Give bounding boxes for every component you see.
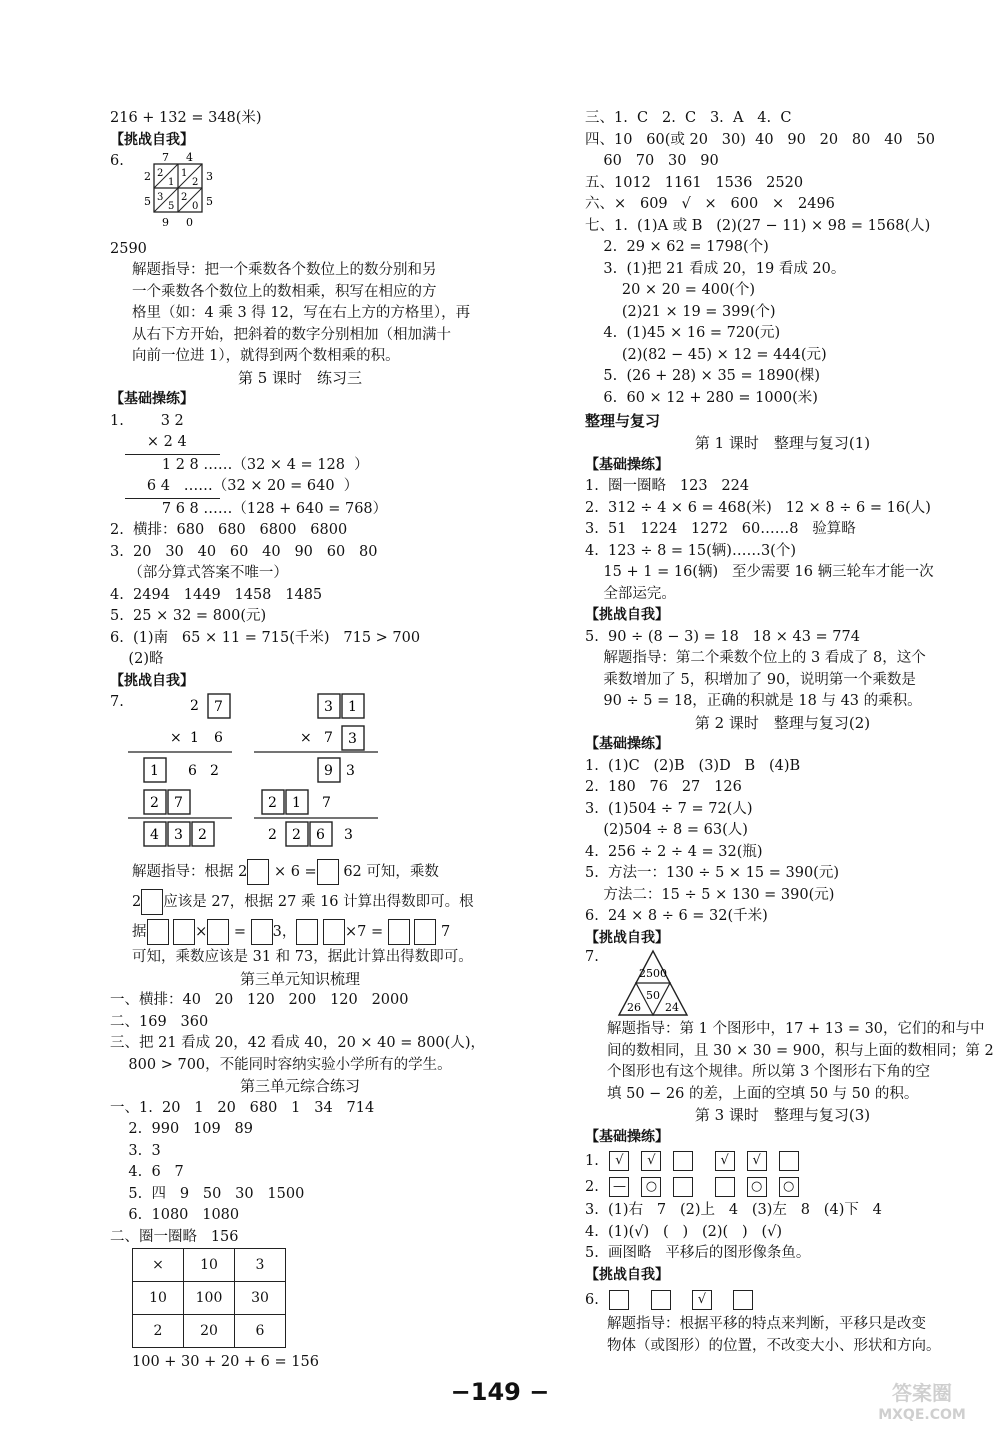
text-line: 3. (1)504 ÷ 7 = 72(人) (585, 800, 753, 817)
box-multiplication (110, 692, 490, 857)
svg-text:3: 3 (157, 191, 164, 203)
text-line: 7 6 8 ……（128 + 640 = 768） (125, 498, 220, 521)
text-line: 6. 24 × 8 ÷ 6 = 32(千米) (585, 908, 768, 924)
text-line: 1. (1)C (2)B (3)D B (4)B (585, 757, 801, 774)
svg-text:6: 6 (188, 763, 197, 779)
lattice-diagram (110, 150, 490, 259)
hint-line: 从右下方开始，把斜着的数字分别相加（相加满十 (132, 326, 451, 343)
text-line: (2)504 ÷ 8 = 63(人) (585, 822, 748, 838)
svg-text:2: 2 (192, 176, 199, 188)
text-line: 1. 3 2 (110, 412, 184, 429)
question-number: 7. (585, 949, 599, 965)
unit-heading: 第三单元知识梳理 (239, 969, 360, 988)
svg-text:6: 6 (316, 827, 325, 843)
svg-text:2: 2 (210, 763, 219, 779)
svg-text:×: × (300, 730, 312, 746)
text-line: 3. (1)右 7 (2)上 4 (3)左 8 (4)下 4 (585, 1202, 882, 1218)
unit-heading: 第三单元综合练习 (239, 1077, 360, 1095)
text-line: 6 4 ……（32 × 20 = 640 ） (110, 478, 359, 494)
hint-line: 可知，乘数应该是 31 和 73，据此计算出得数即可。 (132, 949, 473, 965)
text-line: 6. 60 × 12 + 280 = 1000(米) (585, 389, 818, 406)
svg-text:3: 3 (174, 827, 183, 843)
svg-text:7: 7 (214, 699, 223, 715)
svg-text:2: 2 (268, 827, 277, 843)
section-label: 【基础操练】 (110, 391, 194, 407)
svg-text:9: 9 (324, 763, 333, 779)
hint-line: 解题指导：根据 2 × 6 = 62 可知，乘数 (132, 857, 490, 887)
svg-text:1: 1 (292, 795, 301, 811)
lesson-heading: 第 1 课时 整理与复习(1) (694, 434, 871, 452)
checkbox-row: 2. — ○ ○ ○ (585, 1174, 980, 1200)
text-line: 3. 20 30 40 60 40 90 60 80 (110, 543, 378, 560)
svg-text:1: 1 (168, 176, 175, 188)
svg-text:2: 2 (150, 795, 159, 811)
text-line: 二、圈一圈略 156 (110, 1228, 239, 1245)
text-line: 4. 256 ÷ 2 ÷ 4 = 32(瓶) (585, 843, 763, 860)
svg-text:3: 3 (344, 827, 353, 843)
hint-line: 据 × = 3， ×7 = 7 (132, 917, 490, 947)
svg-text:4: 4 (150, 827, 159, 843)
text-line: 4. 2494 1449 1458 1485 (110, 586, 323, 603)
hint-line: 2 应该是 27，根据 27 乘 16 计算出得数即可。根 (132, 887, 490, 917)
text-line: 5. (26 + 28) × 35 = 1890(棵) (585, 368, 820, 384)
section-label: 【挑战自我】 (585, 1266, 669, 1283)
section-label: 【挑战自我】 (585, 929, 669, 946)
svg-text:1: 1 (150, 763, 159, 779)
svg-text:2: 2 (198, 827, 207, 843)
text-line: 2. 29 × 62 = 1798(个) (585, 239, 769, 255)
text-line: 1. 圈一圈略 123 224 (585, 478, 750, 494)
hint-line: 解题指导：根据平移的特点来判断，平移只是改变 (607, 1316, 926, 1332)
svg-text:2: 2 (268, 795, 277, 811)
triangle-right: 24 (665, 1001, 679, 1014)
question-number: 6. (110, 153, 124, 169)
text-line: 五、1012 1161 1536 2520 (585, 174, 804, 191)
text-line: (2)21 × 19 = 399(个) (585, 303, 776, 320)
svg-text:2: 2 (292, 827, 301, 843)
checkbox-row: 1. √ √ √ √ (585, 1148, 980, 1174)
hint-line: 填 50 − 26 的差，上面的空填 50 与 50 的积。 (607, 1085, 919, 1102)
hint-line: 个图形也有这个规律。所以第 3 个图形右下角的空 (607, 1064, 930, 1080)
triangle-top: 2500 (639, 967, 667, 980)
lesson-heading: 第 2 课时 整理与复习(2) (694, 713, 871, 732)
triangle-figure (585, 949, 980, 1019)
text-line: 2. 990 109 89 (110, 1121, 253, 1137)
triangle-mid: 50 (646, 989, 660, 1002)
table-cell: 20 (184, 1315, 235, 1348)
svg-text:0: 0 (186, 215, 193, 229)
svg-text:6: 6 (214, 730, 223, 746)
hint-line: 格里（如：4 乘 3 得 12，写在右上方的方格里），再 (132, 305, 471, 321)
left-column (110, 108, 490, 1374)
text-line: 三、1. C 2. C 3. A 4. C (585, 110, 792, 126)
lattice-svg (126, 151, 226, 237)
text-line: 4. (1)45 × 16 = 720(元) (585, 325, 781, 341)
text-line: 解题指导：第二个乘数个位上的 3 看成了 8，这个 (585, 650, 926, 666)
svg-text:1: 1 (190, 730, 199, 746)
text-line: 6. 1080 1080 (110, 1207, 240, 1223)
chapter-heading: 整理与复习 (585, 412, 661, 430)
text-line: 100 + 30 + 20 + 6 = 156 (132, 1354, 319, 1370)
text-line: 二、169 360 (110, 1013, 209, 1030)
text-line: 六、× 609 √ × 600 × 2496 (585, 196, 835, 212)
section-label: 【基础操练】 (585, 1128, 669, 1145)
text-line: 一、横排：40 20 120 200 120 2000 (110, 992, 409, 1008)
svg-text:2: 2 (181, 191, 188, 203)
triangle-svg (615, 949, 695, 1019)
watermark: 答案圈 MXQE.COM (878, 1381, 966, 1423)
question-number: 7. (110, 694, 124, 710)
text-line: 2. 312 ÷ 4 × 6 = 468(米) 12 × 8 ÷ 6 = 16(人) (585, 499, 931, 516)
triangle-left: 26 (627, 1001, 641, 1014)
table-cell: 10 (133, 1282, 184, 1315)
svg-text:1: 1 (348, 699, 357, 715)
svg-text:7: 7 (174, 795, 183, 811)
hint-line: 间的数相同，且 30 × 30 = 900，积与上面的数相同；第 2 (607, 1042, 994, 1059)
page-number: −149 − (450, 1378, 550, 1406)
multiplication-svg (128, 692, 388, 857)
svg-text:2: 2 (144, 169, 151, 183)
svg-text:3: 3 (324, 699, 333, 715)
hint-line: 解题指导：把一个乘数各个数位上的数分别和另 (132, 262, 437, 278)
text-line: 15 + 1 = 16(辆) 至少需要 16 辆三轮车才能一次 (585, 564, 934, 580)
text-line: 6. (1)南 65 × 11 = 715(千米) 715 > 700 (110, 629, 421, 646)
text-line: 3. (1)把 21 看成 20，19 看成 20。 (585, 260, 846, 277)
svg-text:7: 7 (322, 795, 331, 811)
text-line: 5. 四 9 50 30 1500 (110, 1185, 305, 1202)
text-line: 90 ÷ 5 = 18，正确的积就是 18 与 43 的乘积。 (585, 693, 922, 709)
svg-text:3: 3 (348, 731, 357, 747)
section-label: 【挑战自我】 (585, 607, 669, 623)
svg-text:5: 5 (168, 200, 175, 212)
table-cell: 30 (235, 1282, 286, 1315)
svg-text:3: 3 (346, 763, 355, 779)
svg-text:2: 2 (157, 167, 164, 179)
table-cell: 10 (184, 1249, 235, 1282)
svg-text:2: 2 (190, 698, 199, 714)
text-line: 216 + 132 = 348(米) (110, 110, 262, 126)
hint-line: 解题指导：第 1 个图形中，17 + 13 = 30，它们的和与中 (607, 1021, 985, 1037)
svg-text:9: 9 (162, 215, 169, 229)
text-line: 20 × 20 = 400(个) (585, 282, 755, 298)
svg-text:×: × (170, 730, 182, 746)
section-label: 【挑战自我】 (110, 131, 194, 148)
text-line: 800 > 700，不能同时容纳实验小学所有的学生。 (110, 1056, 452, 1073)
text-line: 四、10 60(或 20 30) 40 90 20 80 40 50 (585, 131, 935, 148)
text-line: 2. 横排：680 680 6800 6800 (110, 522, 348, 538)
hint-line: 一个乘数各个数位上的数相乘，积写在相应的方 (132, 283, 437, 300)
section-label: 【基础操练】 (585, 736, 669, 752)
text-line: 4. (1)(√) ( ) (2)( ) (√) (585, 1223, 783, 1240)
text-line: 方法二：15 ÷ 5 × 130 = 390(元) (585, 886, 835, 903)
section-label: 【挑战自我】 (110, 672, 194, 689)
svg-text:7: 7 (162, 150, 169, 164)
text-line: 5. 90 ÷ (8 − 3) = 18 18 × 43 = 774 (585, 628, 860, 645)
text-line: 5. 方法一：130 ÷ 5 × 15 = 390(元) (585, 865, 839, 881)
text-line: 乘数增加了 5，积增加了 90，说明第一个乘数是 (585, 671, 916, 688)
svg-text:3: 3 (206, 169, 213, 183)
text-line: 2590 (110, 240, 147, 257)
svg-text:4: 4 (186, 150, 193, 164)
svg-text:7: 7 (324, 730, 333, 746)
section-label: 【基础操练】 (585, 456, 669, 473)
hint-line: 物体（或图形）的位置，不改变大小、形状和方向。 (607, 1337, 941, 1354)
svg-text:0: 0 (192, 200, 199, 212)
text-line: 5. 画图略 平移后的图形像条鱼。 (585, 1245, 811, 1261)
text-line: (2)(82 − 45) × 12 = 444(元) (585, 346, 827, 363)
table-cell: × (133, 1249, 184, 1282)
text-line: 七、1. (1)A 或 B (2)(27 − 11) × 98 = 1568(人) (585, 217, 931, 234)
text-line: 60 70 30 90 (585, 153, 719, 169)
text-line: 2. 180 76 27 126 (585, 779, 742, 795)
hint-line: 向前一位进 1），就得到两个数相乘的积。 (132, 348, 400, 364)
table-cell: 100 (184, 1282, 235, 1315)
right-column (585, 108, 994, 1357)
svg-text:5: 5 (144, 194, 151, 208)
multiplication-table (132, 1248, 286, 1348)
text-line: × 2 4 (110, 434, 187, 450)
lesson-heading: 第 3 课时 整理与复习(3) (694, 1106, 871, 1124)
text-line: （部分算式答案不唯一） (110, 565, 288, 581)
text-line: 4. 123 ÷ 8 = 15(辆)……3(个) (585, 542, 796, 559)
text-line: 3. 51 1224 1272 60……8 验算略 (585, 521, 856, 537)
svg-text:1: 1 (181, 167, 188, 179)
lesson-heading: 第 5 课时 练习三 (237, 368, 363, 387)
table-cell: 3 (235, 1249, 286, 1282)
text-line: 3. 3 (110, 1142, 161, 1159)
text-line: (2)略 (110, 651, 164, 667)
text-line: 1 2 8 ……（32 × 4 = 128 ） (125, 454, 220, 477)
text-line: 一、1. 20 1 20 680 1 34 714 (110, 1099, 375, 1116)
checkbox-row: 6. √ (585, 1286, 980, 1314)
text-line: 全部运完。 (585, 585, 676, 602)
text-line: 5. 25 × 32 = 800(元) (110, 608, 267, 624)
text-line: 三、把 21 看成 20，42 看成 40，20 × 40 = 800(人)， (110, 1035, 485, 1051)
text-line: 4. 6 7 (110, 1164, 184, 1180)
svg-text:5: 5 (206, 194, 213, 208)
table-cell: 6 (235, 1315, 286, 1348)
table-cell: 2 (133, 1315, 184, 1348)
